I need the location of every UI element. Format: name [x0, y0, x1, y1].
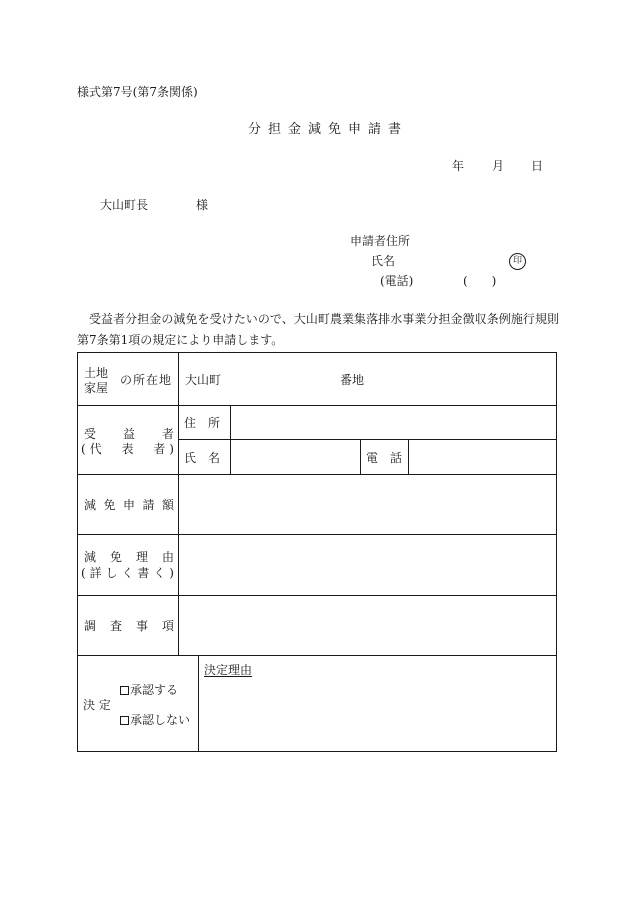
- form-number: 様式第7号(第7条関係): [77, 85, 198, 99]
- investigation-field[interactable]: [184, 600, 550, 650]
- reject-label: 承認しない: [130, 713, 191, 727]
- date-line: [452, 160, 543, 172]
- location-label-land: 土地: [84, 366, 109, 380]
- applicant-phone-label: (電話): [380, 274, 414, 288]
- document-title: 分担金減免申請書: [248, 122, 409, 137]
- addressee: 大山町長: [100, 198, 149, 212]
- seal-icon: 印: [509, 253, 526, 270]
- decision-option-reject[interactable]: [120, 714, 190, 726]
- addressee-suffix: 様: [196, 198, 209, 212]
- decision-option-approve[interactable]: [120, 684, 178, 696]
- reduction-amount-label: 減免申請額: [84, 498, 174, 512]
- beneficiary-address-field[interactable]: [238, 409, 548, 435]
- location-label-suffix: の所在地: [120, 373, 173, 387]
- decision-label: 決 定: [83, 698, 111, 712]
- applicant-phone-paren: ( ): [463, 274, 497, 288]
- date-year-label: 年: [452, 159, 465, 173]
- applicant-name-label: 氏名: [371, 254, 396, 268]
- beneficiary-name-label: 氏 名: [184, 451, 221, 465]
- location-banchi: 番地: [340, 373, 365, 387]
- reduction-reason-label: 減 免 理 由: [84, 550, 174, 564]
- date-month-label: 月: [492, 159, 505, 173]
- reduction-reason-field[interactable]: [184, 539, 550, 589]
- location-town: 大山町: [185, 373, 222, 387]
- decision-reason-field[interactable]: [204, 683, 550, 745]
- date-day-label: 日: [531, 159, 544, 173]
- beneficiary-phone-field[interactable]: [414, 443, 550, 469]
- application-statement: 受益者分担金の減免を受けたいので、大山町農業集落排水事業分担金徴収条例施行規則第7条第1項の規定により申請します。: [77, 312, 559, 347]
- application-table: [77, 352, 557, 752]
- reject-checkbox[interactable]: [120, 716, 129, 725]
- decision-reason-label: 決定理由: [204, 663, 253, 677]
- approve-checkbox[interactable]: [120, 686, 129, 695]
- reduction-reason-label-sub: (詳しく書く): [81, 566, 174, 580]
- beneficiary-name-field[interactable]: [238, 443, 354, 469]
- beneficiary-label-sub: (代 表 者): [81, 442, 174, 456]
- beneficiary-label: 受 益 者: [84, 427, 174, 441]
- investigation-label: 調 査 事 項: [84, 619, 174, 633]
- location-label-house: 家屋: [84, 381, 109, 395]
- beneficiary-phone-label: 電 話: [366, 451, 403, 465]
- reduction-amount-field[interactable]: [184, 479, 550, 529]
- approve-label: 承認する: [130, 683, 179, 697]
- applicant-address-label: 申請者住所: [350, 234, 411, 248]
- beneficiary-address-label: 住 所: [184, 416, 221, 430]
